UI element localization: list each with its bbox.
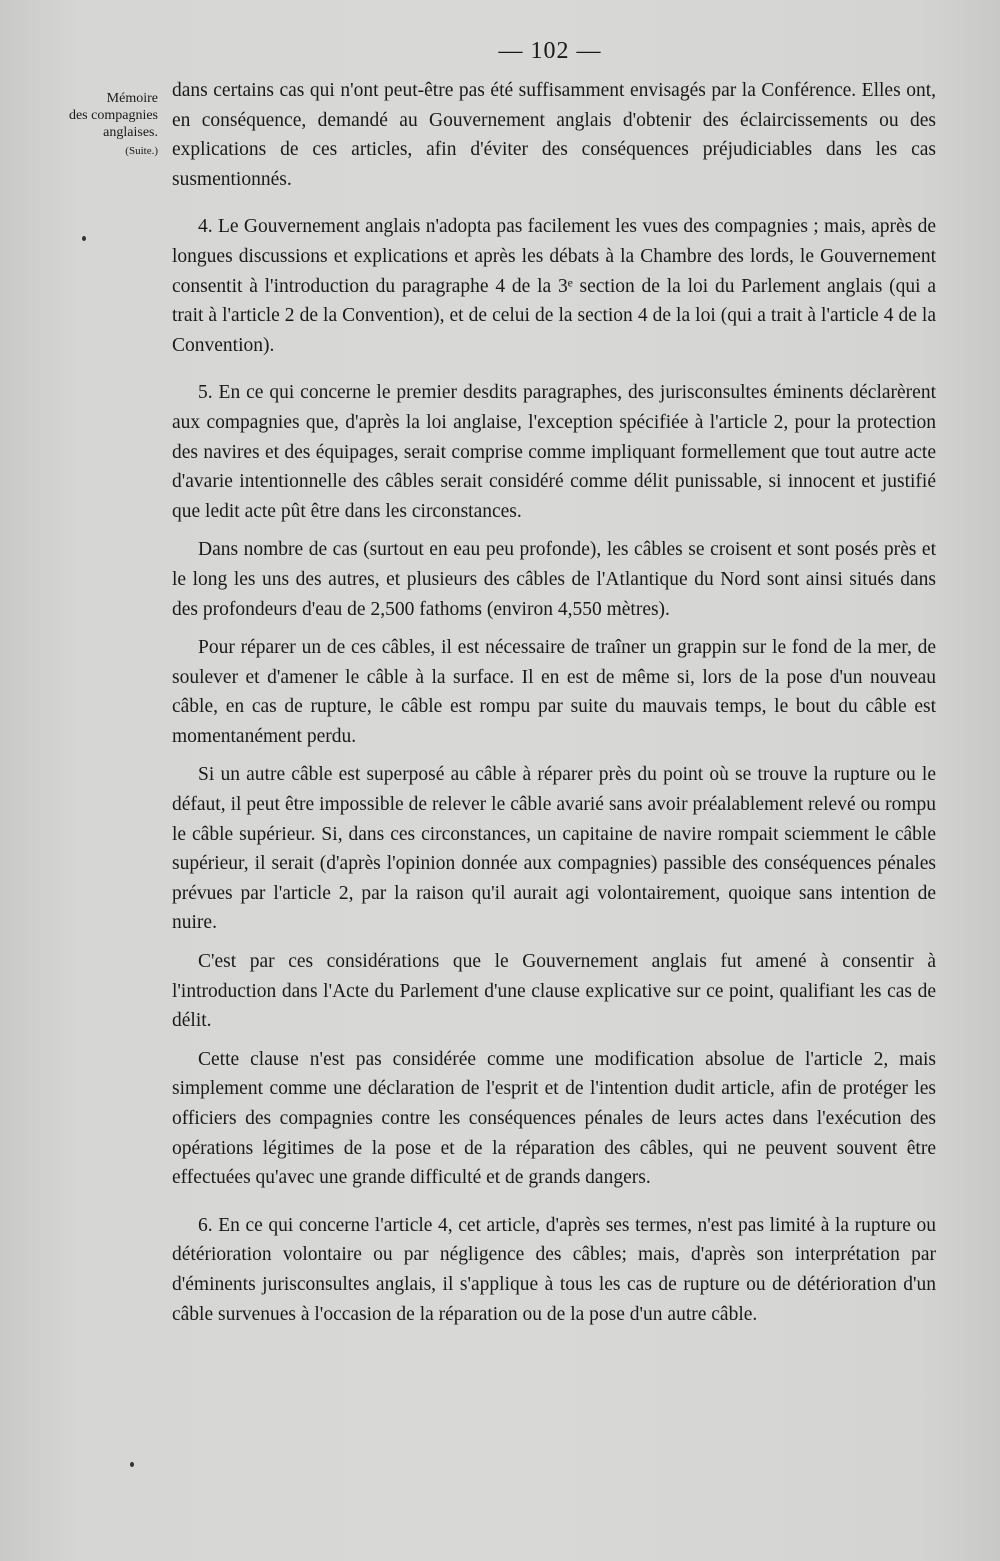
margin-note-line2: des compagnies <box>68 108 158 123</box>
margin-note-suite: (Suite.) <box>125 145 158 157</box>
body-text <box>172 76 936 1329</box>
margin-note-line1: Mémoire <box>106 91 158 106</box>
margin-note <box>40 90 158 160</box>
ink-speck <box>130 1462 134 1467</box>
paragraph-cables-cross: Dans nombre de cas (surtout en eau peu profonde), les câbles se croisent et sont posés près et le long les uns des autres, et plusieurs des câbles de l'Atlantique du Nord sont ainsi situés dans des profondeurs d'eau de 2,500 fathoms (environ 4,550 mètres). <box>172 539 936 620</box>
ink-speck <box>82 236 86 241</box>
paragraph-section-5: 5. En ce qui concerne le premier desdits paragraphes, des jurisconsultes éminents déclarèrent aux compagnies que, d'après la loi anglaise, l'exception spécifiée à l'article 2, pour la protection des navires et des équipages, serait comprise comme impliquant formellement que tout autre acte d'avarie intentionnelle des câbles serait considéré comme délit punissable, si innocent et justifié que ledit acte pût être dans les circonstances. <box>172 382 936 522</box>
paragraph-clause: Cette clause n'est pas considérée comme une modification absolue de l'article 2, mais simplement comme une déclaration de l'esprit et de l'intention dudit article, afin de protéger les officiers des compagnies contre les conséquences pénales de leurs actes dans l'exécution des opérations légitimes de la pose et de la réparation des câbles, qui ne peuvent souvent être effectuées qu'avec une grande difficulté et de grands dangers. <box>172 1048 936 1189</box>
paragraph-considerations: C'est par ces considérations que le Gouvernement anglais fut amené à consentir à l'introduction dans l'Acte du Parlement d'une clause explicative sur ce point, qualifiant les cas de délit. <box>172 951 936 1032</box>
paragraph-section-4: 4. Le Gouvernement anglais n'adopta pas facilement les vues des compagnies ; mais, après de longues discussions et explications et après les débats à la Chambre des lords, le Gouvernement consentit à l'introduction du paragraphe 4 de la 3ᵉ section de la loi du Parlement anglais (qui a trait à l'article 2 de la Convention), et de celui de la section 4 de la loi (qui a trait à l'article 4 de la Convention). <box>172 216 936 356</box>
paragraph-section-6: 6. En ce qui concerne l'article 4, cet article, d'après ses termes, n'est pas limité à la rupture ou détérioration volontaire ou par négligence des câbles; mais, d'après son interprétation par d'éminents jurisconsultes anglais, il s'applique à tous les cas de rupture ou de détérioration d'un câble survenues à l'occasion de la réparation ou de la pose d'un autre câble. <box>172 1214 936 1325</box>
paragraph-repair: Pour réparer un de ces câbles, il est nécessaire de traîner un grappin sur le fond de la mer, de soulever et d'amener le câble à la surface. Il en est de même si, lors de la pose d'un nouveau câble, en cas de rupture, le câble est rompu par suite du mauvais temps, le bout du câble est momentanément perdu. <box>172 637 936 747</box>
page-number: — 102 — <box>498 38 602 64</box>
paragraph-superposed: Si un autre câble est superposé au câble à réparer près du point où se trouve la rupture ou le défaut, il peut être impossible de relever le câble avarié sans avoir préalablement relevé ou rompu le câble supérieur. Si, dans ces circonstances, un capitaine de navire rompait sciemment le câble supérieur, il serait (d'après l'opinion donnée aux compagnies) passible des conséquences pénales prévues par l'article 2, par la raison qu'il aurait agi volontairement, quoique sans intention de nuire. <box>172 764 936 934</box>
margin-note-line3: anglaises. <box>103 125 158 140</box>
paragraph-continuation: dans certains cas qui n'ont peut-être pas été suffisamment envisagés par la Conférence. Elles ont, en conséquence, demandé au Gouvernement anglais d'obtenir des éclaircissements ou des explications de ces articles, afin d'éviter des conséquences préjudiciables dans les cas susmentionnés. <box>172 80 936 190</box>
